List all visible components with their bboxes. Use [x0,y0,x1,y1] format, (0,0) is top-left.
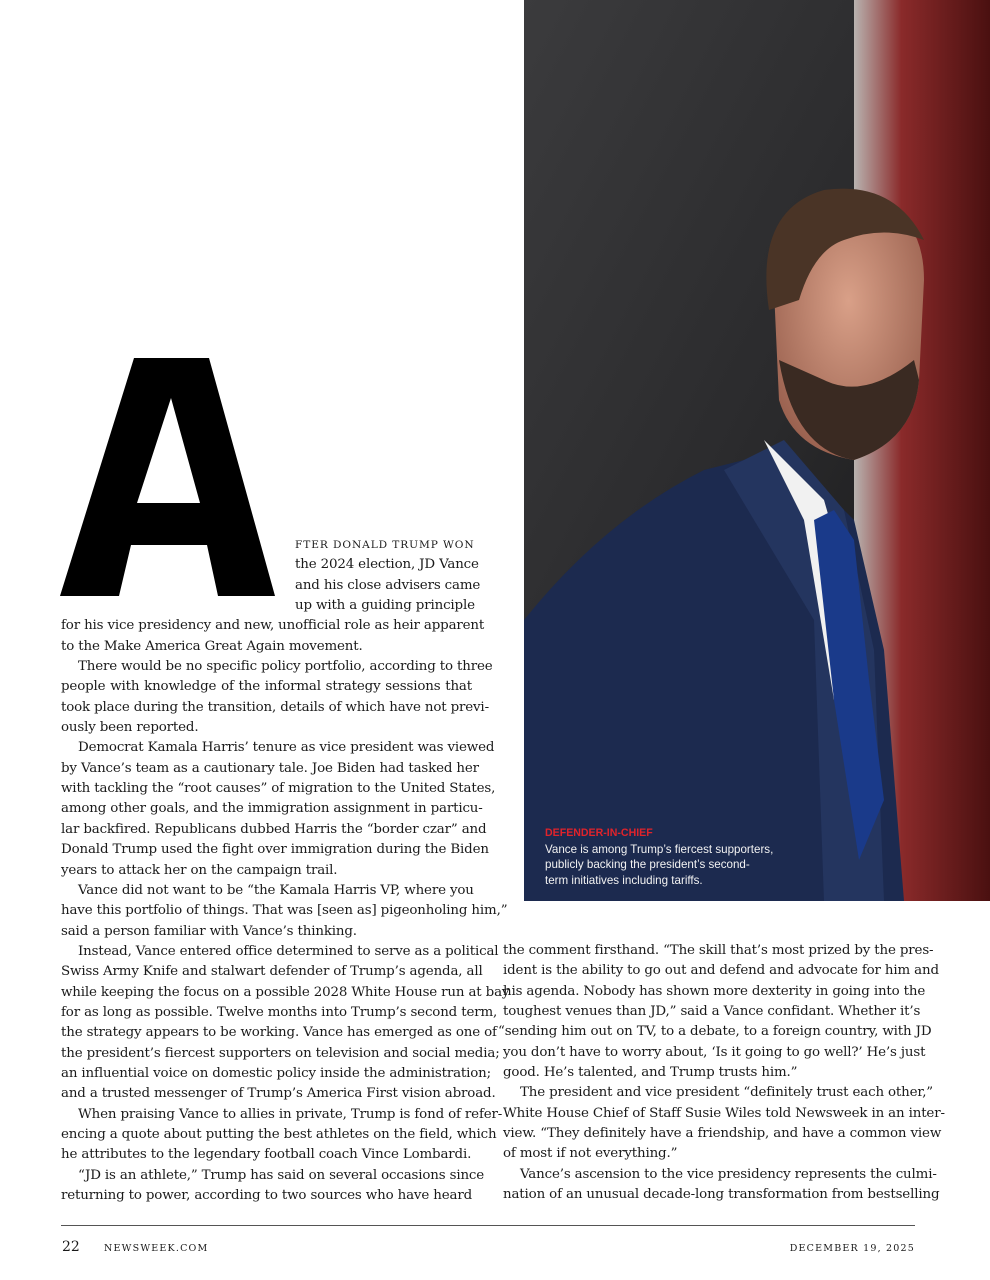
text-line: for as long as possible. Twelve months into Trump’s second term, [61,1004,498,1020]
text-line: people with knowledge of the informal strategy sessions that [61,679,472,695]
page-number: 22 [62,1239,80,1255]
text-line: the president’s fiercest supporters on television and social media; [61,1045,500,1061]
text-line: the strategy appears to be working. Vance has emerged as one of [61,1025,497,1041]
text-line: When praising Vance to allies in private, Trump is fond of refer- [78,1106,503,1122]
photo-caption [545,826,773,888]
text-line: Swiss Army Knife and stalwart defender of Trump’s agenda, all [61,964,483,980]
text-line: said a person familiar with Vance’s thinking. [61,923,357,939]
text-line: “sending him out on TV, to a debate, to a foreign country, with JD [498,1024,932,1040]
text-line: There would be no specific policy portfolio, according to three [78,659,493,675]
text-line: encing a quote about putting the best athletes on the field, which [61,1126,497,1142]
text-line: the comment firsthand. “The skill that’s most prized by the pres- [503,943,934,958]
text-line: you don’t have to worry about, ‘Is it going to go well?’ He’s just [503,1044,926,1060]
text-line: toughest venues than JD,” said a Vance confidant. Whether it’s [503,1004,921,1020]
text-line: while keeping the focus on a possible 2028 White House run at bay [61,984,510,1000]
text-line: The president and vice president “definitely trust each other,” [520,1085,933,1101]
text-line: among other goals, and the immigration assignment in particu- [61,801,483,817]
text-line: with tackling the “root causes” of migration to the United States, [61,781,496,797]
text-line: years to attack her on the campaign trail. [61,862,338,878]
text-line: White House Chief of Staff Susie Wiles told Newsweek in an inter- [503,1105,945,1121]
text-line: to the Make America Great Again movement. [61,638,363,654]
text-line: for his vice presidency and new, unofficial role as heir apparent [61,618,485,634]
photo-jd-vance [524,0,990,901]
text-line: good. He’s talented, and Trump trusts him.” [503,1065,798,1081]
text-line: Democrat Kamala Harris’ tenure as vice president was viewed [78,740,495,756]
text-line: “JD is an athlete,” Trump has said on several occasions since [78,1167,485,1183]
text-line: his agenda. Nobody has shown more dexterity in going into the [503,983,926,999]
drop-cap-a [0,0,300,600]
text-line: returning to power, according to two sources who have heard [61,1188,472,1203]
footer-rule [61,1225,915,1226]
caption-line: Vance is among Trump’s fiercest supporters, [545,842,774,856]
text-line: FTER DONALD TRUMP WON [295,539,475,551]
article-column-left [61,535,510,1206]
text-line: an influential voice on domestic policy inside the administration; [61,1065,492,1081]
caption-line: publicly backing the president’s second- [545,858,750,872]
text-line: took place during the transition, details of which have not previ- [61,699,489,715]
text-line: the 2024 election, JD Vance [295,557,479,573]
text-line: nation of an unusual decade-long transformation from bestselling [503,1187,940,1203]
text-line: view. “They definitely have a friendship, and have a common view [503,1126,942,1142]
footer-date: DECEMBER 19, 2025 [789,1243,915,1254]
text-line: lar backfired. Republicans dubbed Harris the “border czar” and [61,821,487,837]
caption-kicker: DEFENDER-IN-CHIEF [545,827,653,839]
text-line: Vance’s ascension to the vice presidency represents the culmi- [520,1166,937,1182]
text-line: he attributes to the legendary football coach Vince Lombardi. [61,1147,472,1163]
article-column-right [498,941,945,1205]
text-line: by Vance’s team as a cautionary tale. Joe Biden had tasked her [61,760,479,776]
text-line: up with a guiding principle [295,598,475,614]
text-line: ident is the ability to go out and defend and advocate for him and [503,963,939,979]
footer-site: NEWSWEEK.COM [104,1243,209,1254]
text-line: Vance did not want to be “the Kamala Harris VP, where you [78,882,474,898]
text-line: and a trusted messenger of Trump’s America First vision abroad. [61,1086,496,1102]
caption-line: term initiatives including tariffs. [545,873,703,887]
text-line: ously been reported. [61,720,199,736]
text-line: and his close advisers came [295,577,481,593]
text-line: have this portfolio of things. That was [seen as] pigeonholing him,” [61,903,508,919]
text-line: Donald Trump used the fight over immigration during the Biden [61,842,489,858]
text-line: of most if not everything.” [503,1146,678,1162]
text-line: Instead, Vance entered office determined to serve as a political [78,943,499,959]
